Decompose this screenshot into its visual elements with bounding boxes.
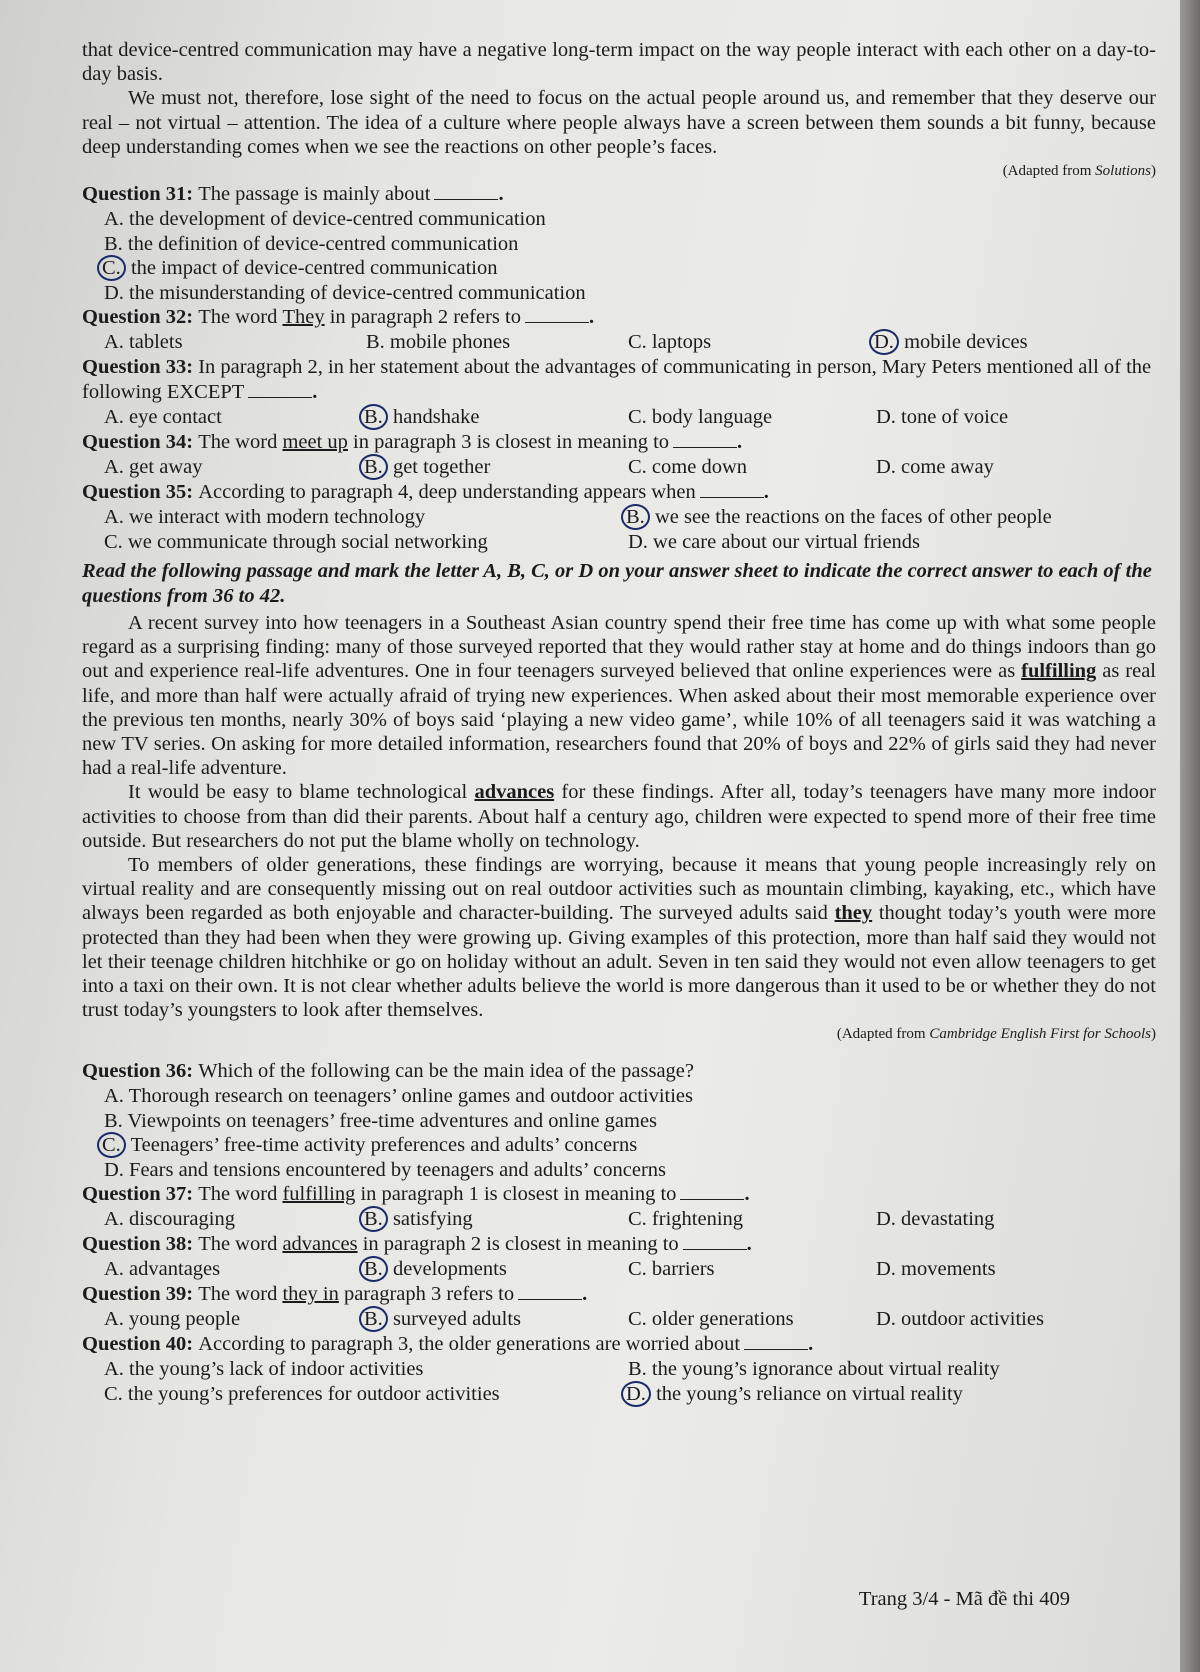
passage2-para-1: A recent survey into how teenagers in a Southeast Asian country spend their free time has come up with what some people regard as a surprising finding: many of those surveyed reported that they would rather stay at home and do things indoors than go out and experience real-life adventures. One in four teenagers surveyed believed that online experiences were as fulfilling as real life, and more than half were actually afraid of trying new experiences. When asked about their most memorable experience over the previous ten months, nearly 30% of boys said ‘playing a new video game’, while 10% of all teenagers said it was watching a new TV series. On asking for more detailed information, researchers found that 20% of boys and 22% of girls said they had never had a real-life adventure. bbox=[82, 612, 1156, 780]
q37-options: A. discouraging B. satisfying C. frightening D. devastating bbox=[104, 1208, 995, 1231]
section-instruction: Read the following passage and mark the letter A, B, C, or D on your answer sheet to indicate the correct answer to each of the questions from 36 to 42. bbox=[82, 560, 1152, 608]
question-32: Question 32: The word They in paragraph 2 refers to . bbox=[82, 306, 595, 329]
passage1-para-end: that device-centred communication may have a negative long-term impact on the way people interact with each other on a day-to-day basis. bbox=[82, 39, 1156, 86]
passage2-para-3: To members of older generations, these findings are worrying, because it means that young people increasingly rely on virtual reality and are consequently missing out on real outdoor activities such as mountain climbing, kayaking, etc., which have always been regarded as both enjoyable and character-building. The surveyed adults said they thought today’s youth were more protected than they had been when they were growing up. Giving examples of this protection, more than half said they would not let their teenage children hitchhike or go on holiday without an adult. Seven in ten said they would not even allow teenagers to get into a taxi on their own. It is not clear whether adults believe the world is more dangerous than it used to be or whether they do not trust today’s youngsters to look after themselves. bbox=[82, 854, 1156, 1022]
question-34: Question 34: The word meet up in paragraph 3 is closest in meaning to . bbox=[82, 431, 743, 454]
question-33: Question 33: In paragraph 2, in her statement about the advantages of communicating in person, Mary Peters mentioned all of the following EXCEPT . bbox=[82, 356, 1152, 404]
q36-option-c: C. Teenagers’ free-time activity preferences and adults’ concerns bbox=[82, 1133, 1156, 1158]
passage1-para-last: We must not, therefore, lose sight of the need to focus on the actual people around us, and remember that they deserve our real – not virtual – attention. The idea of a culture where people always have a screen between them sounds a bit funny, because deep understanding comes when we see the reactions on other people’s faces. bbox=[82, 87, 1156, 158]
q40-options-row2: C. the young’s preferences for outdoor activities D. the young’s reliance on virtual reality bbox=[104, 1383, 963, 1406]
passage2-source: (Adapted from Cambridge English First for Schools) bbox=[836, 1026, 1156, 1043]
question-35: Question 35: According to paragraph 4, deep understanding appears when . bbox=[82, 481, 769, 504]
question-40: Question 40: According to paragraph 3, the older generations are worried about . bbox=[82, 1333, 814, 1356]
q36-option-a: A. Thorough research on teenagers’ online games and outdoor activities bbox=[104, 1085, 693, 1108]
question-37: Question 37: The word fulfilling in paragraph 1 is closest in meaning to . bbox=[82, 1183, 750, 1206]
q31-option-d: D. the misunderstanding of device-centred communication bbox=[104, 281, 586, 304]
q39-options: A. young people B. surveyed adults C. older generations D. outdoor activities bbox=[104, 1308, 1044, 1331]
answer-circle: C. bbox=[97, 255, 126, 281]
q34-options: A. get away B. get together C. come down D. come away bbox=[104, 456, 994, 479]
page-edge bbox=[1180, 0, 1200, 1672]
question-39: Question 39: The word they in paragraph 3 refers to . bbox=[82, 1283, 588, 1306]
q36-option-b: B. Viewpoints on teenagers’ free-time adventures and online games bbox=[104, 1109, 658, 1132]
q40-options-row1: A. the young’s lack of indoor activities B. the young’s ignorance about virtual reality bbox=[104, 1358, 1000, 1381]
q36-option-d: D. Fears and tensions encountered by teenagers and adults’ concerns bbox=[104, 1158, 667, 1181]
q33-options: A. eye contact B. handshake C. body language D. tone of voice bbox=[104, 406, 1009, 429]
q31-option-c: C. the impact of device-centred communication bbox=[82, 256, 1156, 281]
question-31: Question 31: The passage is mainly about . bbox=[82, 183, 504, 206]
q35-options-row2: C. we communicate through social networking D. we care about our virtual friends bbox=[104, 531, 921, 554]
question-38: Question 38: The word advances in paragraph 2 is closest in meaning to . bbox=[82, 1233, 752, 1256]
question-36: Question 36: Which of the following can be the main idea of the passage? bbox=[82, 1060, 694, 1083]
q35-options-row1: A. we interact with modern technology B. we see the reactions on the faces of other people bbox=[104, 506, 1052, 529]
passage2-para-2: It would be easy to blame technological advances for these findings. After all, today’s teenagers have many more indoor activities to choose from than did their parents. About half a century ago, children were expected to spend more of their free time outside. But researchers do not put the blame wholly on technology. bbox=[82, 781, 1156, 852]
q32-options: A. tablets B. mobile phones C. laptops D. mobile devices bbox=[104, 331, 1028, 354]
page-footer: Trang 3/4 - Mã đề thi 409 bbox=[858, 1588, 1070, 1610]
q31-option-b: B. the definition of device-centred communication bbox=[104, 232, 519, 255]
q38-options: A. advantages B. developments C. barriers D. movements bbox=[104, 1258, 996, 1281]
q31-option-a: A. the development of device-centred communication bbox=[104, 208, 546, 231]
passage1-source: (Adapted from Solutions) bbox=[1002, 163, 1156, 180]
